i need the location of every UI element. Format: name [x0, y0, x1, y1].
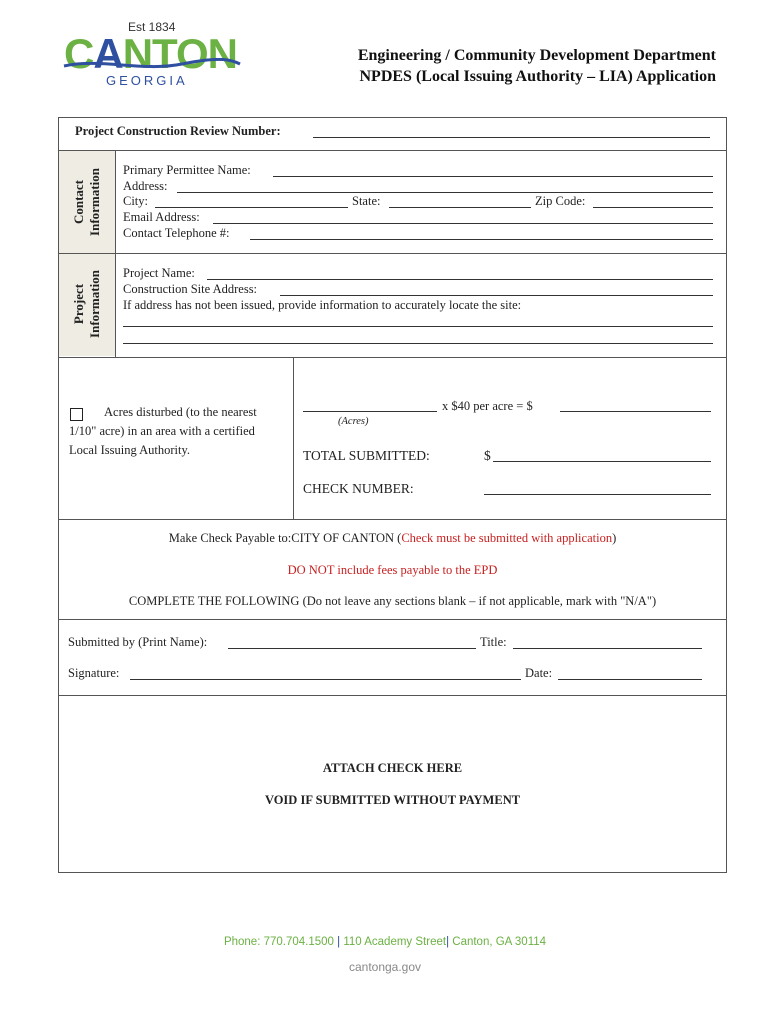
void-notice: VOID IF SUBMITTED WITHOUT PAYMENT [264, 793, 521, 807]
project-name-label: Project Name: [123, 266, 195, 280]
payable-line: Make Check Payable to:CITY OF CANTON (Check must be submitted with application) [168, 531, 617, 545]
date-field[interactable] [558, 679, 702, 680]
total-dollar-sign: $ [484, 448, 491, 463]
logo-est-text: Est 1834 [128, 20, 176, 34]
total-submitted-field[interactable] [493, 461, 711, 462]
acres-checkbox[interactable] [70, 408, 83, 421]
city-label: City: [123, 194, 149, 208]
complete-instruction: COMPLETE THE FOLLOWING (Do not leave any sections blank – if not applicable, mark with "N/A") [128, 594, 657, 608]
contact-information-label: Contact Information [71, 168, 102, 236]
logo-georgia-text: GEORGIA [106, 73, 188, 88]
check-number-field[interactable] [484, 494, 711, 495]
site-address-field[interactable] [280, 295, 713, 296]
permittee-label: Primary Permittee Name: [123, 163, 251, 177]
review-number-label: Project Construction Review Number: [75, 124, 281, 138]
phone-label: Contact Telephone #: [123, 226, 230, 240]
footer-contact: Phone: 770.704.1500 | 110 Academy Street| Canton, GA 30114 [223, 936, 547, 948]
locate-site-field-1[interactable] [123, 326, 713, 327]
project-name-field[interactable] [207, 279, 713, 280]
fee-amount-field[interactable] [560, 411, 711, 412]
state-label: State: [352, 194, 381, 208]
state-field[interactable] [389, 207, 531, 208]
check-number-label: CHECK NUMBER: [303, 481, 414, 496]
title-field[interactable] [513, 648, 702, 649]
signature-label: Signature: [68, 666, 120, 680]
permittee-field[interactable] [273, 176, 713, 177]
title-label: Title: [480, 635, 507, 649]
project-information-label: Project Information [71, 270, 102, 338]
acres-caption: (Acres) [338, 416, 369, 427]
email-field[interactable] [213, 223, 713, 224]
rate-label: x $40 per acre = $ [442, 399, 533, 413]
address-field[interactable] [177, 192, 713, 193]
footer-street: 110 Academy Street [343, 936, 447, 948]
phone-field[interactable] [250, 239, 713, 240]
acres-text-line2: 1/10" acre) in an area with a certified [69, 424, 255, 438]
submitted-by-label: Submitted by (Print Name): [68, 635, 208, 649]
acres-field[interactable] [303, 411, 437, 412]
department-title: Engineering / Community Development Department [357, 47, 716, 64]
city-field[interactable] [155, 207, 348, 208]
signature-field[interactable] [130, 679, 521, 680]
date-label: Date: [525, 666, 553, 680]
site-address-label: Construction Site Address: [123, 282, 258, 296]
logo-wave-icon [62, 58, 242, 72]
epd-note: DO NOT include fees payable to the EPD [287, 563, 498, 577]
acres-text-line1: Acres disturbed (to the nearest [104, 405, 257, 419]
submitted-by-field[interactable] [228, 648, 476, 649]
total-submitted-label: TOTAL SUBMITTED: [303, 448, 430, 463]
application-title: NPDES (Local Issuing Authority – LIA) Application [359, 68, 716, 85]
zip-label: Zip Code: [535, 194, 586, 208]
footer-city: Canton, GA 30114 [452, 936, 547, 948]
email-label: Email Address: [123, 210, 200, 224]
footer-website: cantonga.gov [348, 960, 422, 974]
locate-site-field-2[interactable] [123, 343, 713, 344]
acres-text-line3: Local Issuing Authority. [69, 443, 191, 457]
address-label: Address: [123, 179, 168, 193]
attach-check-label: ATTACH CHECK HERE [322, 761, 463, 775]
logo-word-text: CANTON [64, 30, 237, 77]
review-number-field[interactable] [313, 137, 710, 138]
check-required-note: Check must be submitted with application [401, 531, 613, 545]
footer-phone: Phone: 770.704.1500 [223, 936, 334, 948]
zip-field[interactable] [593, 207, 713, 208]
locate-site-label: If address has not been issued, provide information to accurately locate the site: [123, 298, 522, 312]
